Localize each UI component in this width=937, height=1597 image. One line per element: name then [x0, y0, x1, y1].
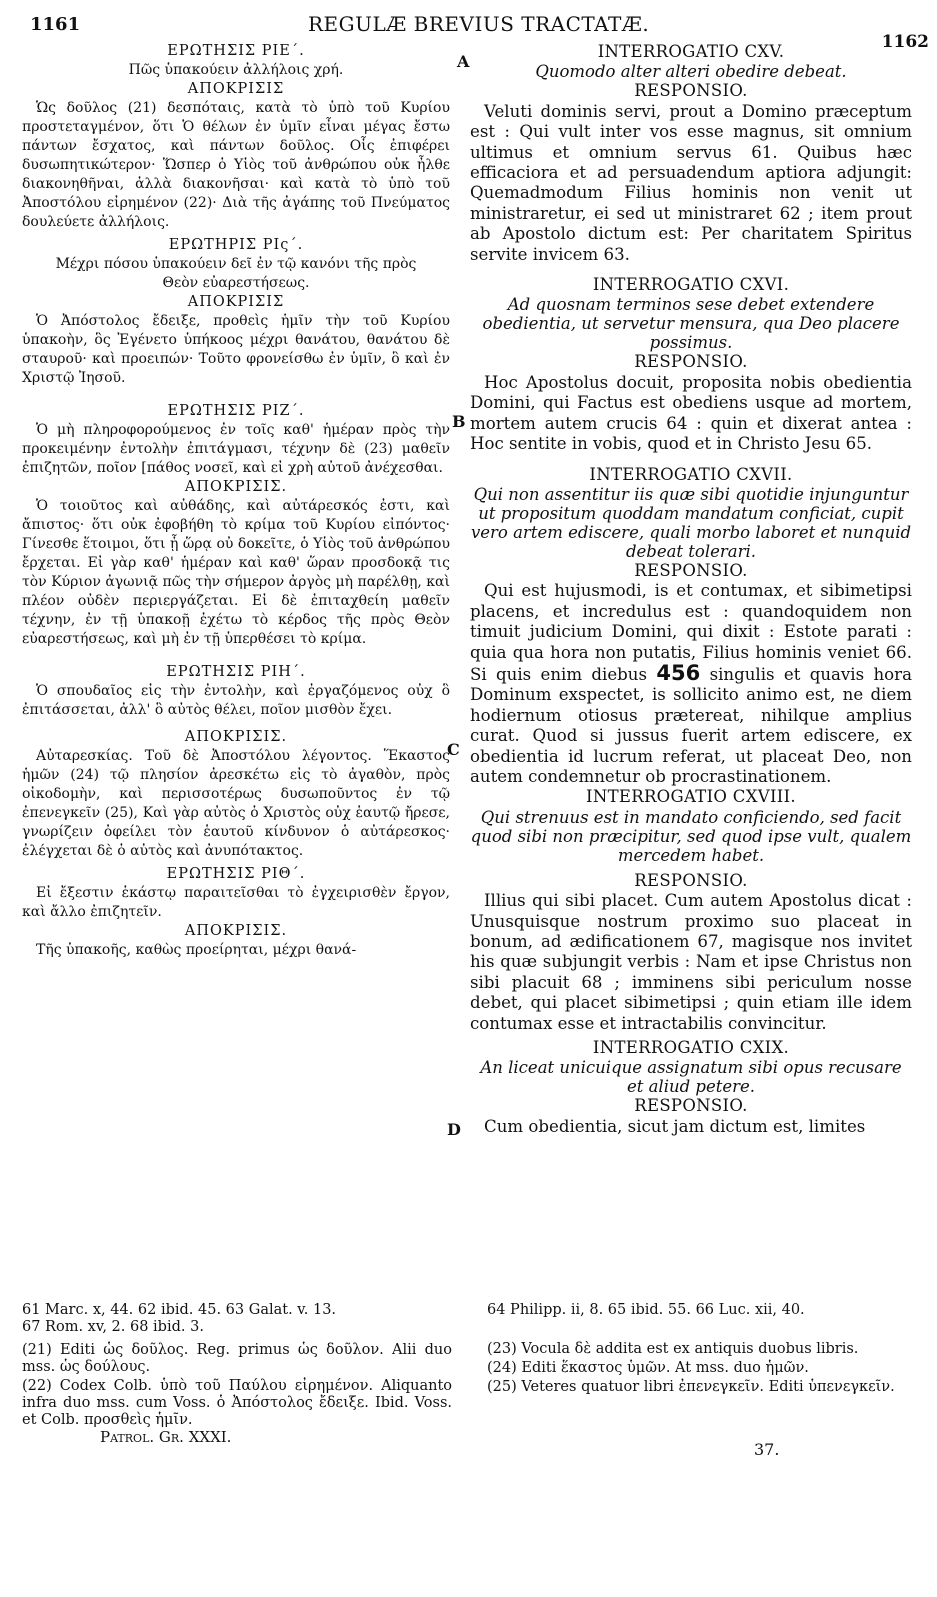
footnotes-left — [22, 1302, 452, 1446]
question-text: Ὁ μὴ πληροφορούμενος ἐν τοῖς καθ' ἡμέραν πρὸς τὴν προκειμένην ἐντολὴν ἐπιτάγμασι, τέχνην δὲ (23) μαθεῖν ἐπιζητῶν, ποῖον [πάθος νοσεῖ, καὶ εἰ χρὴ αὐτοῦ ἀνέχεσθαι. — [22, 422, 450, 476]
greek-question-116 — [22, 236, 450, 388]
response-heading: RESPONSIO. — [634, 81, 748, 101]
response-heading: ΑΠΟΚΡΙΣΙΣ — [187, 294, 285, 310]
latin-column — [470, 42, 912, 1137]
question-heading: INTERROGATIO CXV. — [597, 42, 785, 61]
question-heading: INTERROGATIO CXVIII. — [586, 787, 796, 807]
response-text: Hoc Apostolus docuit, proposita nobis obedientia Domini, qui Factus est obediens usque ad mortem, mortem autem crucis 64 : quin et dixerat antea : Hoc sentite in vobis, quod et in Christo Jesu 65. — [470, 372, 912, 454]
margin-letter-d: D — [447, 1120, 461, 1139]
response-text: Ὁ Ἀπόστολος ἔδειξε, προθεὶς ἡμῖν τὴν τοῦ Κυρίου ὑπακοὴν, ὃς Ἐγένετο ὑπήκοος μέχρι θανάτου, θανάτου δὲ σταυροῦ· καὶ προειπών· Τοῦτο φρονείσθω ἐν ὑμῖν, ὃ καὶ ἐν Χριστῷ Ἰησοῦ. — [22, 313, 450, 386]
question-heading: ΕΡΩΤΗΣΙΣ ΡΙΘ΄. — [166, 866, 306, 882]
question-title: Μέχρι πόσου ὑπακούειν δεῖ ἐν τῷ κανόνι τῆς πρὸς Θεὸν εὐαρεστήσεως. — [55, 256, 417, 291]
question-title: Qui strenuus est in mandato conficiendo, sed facit quod sibi non præcipitur, sed quod ipse vult, qualem mercedem habet. — [470, 807, 912, 865]
latin-question-119 — [470, 1038, 912, 1137]
question-title: Ad quosnam terminos sese debet extendere obedientia, ut servetur mensura, qua Deo placere possimus. — [482, 295, 900, 353]
response-text: Cum obedientia, sicut jam dictum est, limites — [484, 1116, 866, 1136]
page-number-right: 1162 — [881, 32, 929, 52]
greek-question-117 — [22, 402, 450, 649]
margin-letter-c: C — [447, 740, 460, 759]
greek-question-119 — [22, 865, 450, 960]
response-text-part-1: Qui est hujusmodi, is et contumax, et sibimetipsi placens, et incredulus est : quandoquidem non timuit judicium Domini, qui dixit : Estote parati : quia qua hora non putatis, Filius hominis veniet 66. Si quis enim diebus — [470, 581, 912, 684]
column-number: 456 — [656, 660, 701, 685]
question-title: Qui non assentitur iis quæ sibi quotidie injunguntur ut propositum quoddam mandatum conficiat, cupit vero artem ediscere, quali morbo laboret et nunquid debeat tolerari. — [470, 484, 912, 561]
scripture-footnote: 61 Marc. x, 44. 62 ibid. 45. 63 Galat. v. 13. — [22, 1302, 337, 1318]
question-heading: INTERROGATIO CXVI. — [592, 275, 790, 295]
question-heading: ΕΡΩΤΗΡΙΣ ΡΙς΄. — [168, 237, 304, 253]
question-text: Ὁ σπουδαῖος εἰς τὴν ἐντολὴν, καὶ ἐργαζόμενος οὐχ ὃ ἐπιτάσσεται, ἀλλ' ὃ αὐτὸς θέλει, ποῖον μισθὸν ἔχει. — [22, 683, 450, 718]
response-heading: RESPONSIO. — [634, 870, 748, 890]
greek-question-118 — [22, 663, 450, 861]
response-text: Αὐταρεσκίας. Τοῦ δὲ Ἀποστόλου λέγοντος. Ἕκαστος ἡμῶν (24) τῷ πλησίον ἀρεσκέτω εἰς τὸ ἀγαθὸν, πρὸς οἰκοδομὴν, καὶ περισσοτέρως δυσωποῦντος ἐν τῷ ἐπενεγκεῖν (25), Καὶ γὰρ αὐτὸς ὁ Χριστὸς οὐχ ἑαυτῷ ἤρεσε, γνωρίζειν ὀφείλει τὸν ἑαυτοῦ κίνδυνον ὁ αὐτάρεσκος· ἐλέγχεται δὲ ὁ αὐτὸς καὶ ἀνυπότακτος. — [22, 748, 450, 859]
response-text: Τῆς ὑπακοῆς, καθὼς προείρηται, μέχρι θανά- — [36, 942, 357, 958]
scripture-footnote: 67 Rom. xv, 2. 68 ibid. 3. — [22, 1319, 204, 1335]
question-title: Πῶς ὑπακούειν ἀλλήλοις χρή. — [128, 62, 344, 78]
running-title: REGULÆ BREVIUS TRACTATÆ. — [308, 12, 650, 36]
critical-note: (23) Vocula δὲ addita est ex antiquis duobus libris. — [487, 1341, 859, 1357]
response-heading: RESPONSIO. — [634, 560, 748, 580]
greek-column — [22, 42, 450, 960]
gathering-signature: 37. — [754, 1440, 780, 1459]
critical-note: (24) Editi ἕκαστος ὑμῶν. At mss. duo ἡμῶν. — [487, 1360, 809, 1376]
response-heading: ΑΠΟΚΡΙΣΙΣ. — [184, 729, 288, 745]
response-text: Veluti dominis servi, prout a Domino præceptum est : Qui vult inter vos esse magnus, sit omnium ultimus et omnium servus 61. Quibus hæc efficaciora et ad persuadendum aptiora adjungit: Quemadmodum Filius hominis non venit ut ministraretur, ei sed ut ministraret 62 ; item prout ab Apostolo dictum est: Per charitatem Spiritus servite invicem 63. — [470, 101, 912, 264]
question-text: Εἰ ἔξεστιν ἑκάστῳ παραιτεῖσθαι τὸ ἐγχειρισθὲν ἔργον, καὶ ἄλλο ἐπιζητεῖν. — [22, 885, 450, 920]
margin-letter-a: A — [457, 52, 470, 71]
latin-question-117 — [470, 465, 912, 788]
response-heading: ΑΠΟΚΡΙΣΙΣ. — [184, 479, 288, 495]
response-text-part-2: singulis et quavis hora Dominum exspectet, is sollicito animo est, ne diem hodiernum otiosus prætereat, nihilque amplius curat. Quod si jussus fuerit artem ediscere, ex obedientia id lucrum referat, ut placeat Deo, non autem condemnetur ob procrastinationem. — [470, 664, 912, 786]
question-heading: INTERROGATIO CXVII. — [589, 464, 793, 484]
response-text — [470, 581, 912, 787]
question-title: Quomodo alter alteri obedire debeat. — [535, 62, 847, 82]
latin-question-116 — [470, 275, 912, 454]
patrologia-signature: Patrol. Gr. XXXI. — [100, 1428, 232, 1446]
question-heading: INTERROGATIO CXIX. — [592, 1038, 790, 1058]
critical-note: (22) Codex Colb. ὑπὸ τοῦ Παύλου εἰρημένον. Aliquanto infra duo mss. cum Voss. ὁ Ἀπόστολος ἔδειξε. Ibid. Voss. et Colb. προσθεὶς ἡμῖν. — [22, 1378, 452, 1428]
greek-question-115 — [22, 42, 450, 232]
response-text: Illius qui sibi placet. Cum autem Apostolus dicat : Unusquisque nostrum proximo suo placeat in bonum, ad ædificationem 67, magisque nos invitet his quæ subjungit verbis : Nam et ipse Christus non sibi placuit 68 ; imminens sibi periculum nosse debet, qui placet sibimetipsi ; quin etiam ille idem contumax esse et intractabilis convincitur. — [470, 891, 912, 1033]
response-heading: RESPONSIO. — [634, 352, 748, 372]
response-heading: ΑΠΟΚΡΙΣΙΣ. — [184, 923, 288, 939]
margin-letter-b: B — [452, 412, 466, 431]
response-heading: RESPONSIO. — [634, 1096, 748, 1116]
page-number-left: 1161 — [30, 14, 81, 35]
response-heading: ΑΠΟΚΡΙΣΙΣ — [187, 81, 285, 97]
latin-question-115 — [470, 42, 912, 265]
latin-question-118 — [470, 787, 912, 1034]
question-heading: ΕΡΩΤΗΣΙΣ ΡΙΗ΄. — [166, 664, 306, 680]
scripture-footnote: 64 Philipp. ii, 8. 65 ibid. 55. 66 Luc. xii, 40. — [487, 1302, 805, 1318]
critical-note: (21) Editi ὡς δοῦλος. Reg. primus ὡς δοῦλον. Alii duo mss. ὡς δούλους. — [22, 1342, 452, 1375]
critical-note: (25) Veteres quatuor libri ἐπενεγκεῖν. Editi ὑπενεγκεῖν. — [487, 1379, 895, 1395]
footnotes-right — [487, 1302, 907, 1396]
question-title: An liceat unicuique assignatum sibi opus recusare et aliud petere. — [480, 1058, 902, 1097]
question-heading: ΕΡΩΤΗΣΙΣ ΡΙΖ΄. — [167, 403, 305, 419]
response-text: Ὁ τοιοῦτος καὶ αὐθάδης, καὶ αὐτάρεσκός ἐστι, καὶ ἄπιστος· ὅτι οὐκ ἐφοβήθη τὸ κρίμα τοῦ Κυρίου εἰπόντος· Γίνεσθε ἕτοιμοι, ὅτι ᾗ ὥρᾳ οὐ δοκεῖτε, ὁ Υἱὸς τοῦ ἀνθρώπου ἔρχεται. Εἰ γὰρ καθ' ἡμέραν καὶ καθ' ὥραν προσδοκᾷ τις τὸν Κύριον ἀγωνιᾷ πῶς τὴν σήμερον ἀργὸς μὴ παρέλθῃ, καὶ πλέον οὐδὲν περιεργάζεται. Εἰ δὲ ἐπιταχθείη μαθεῖν τέχνην, ἐν τῇ ὑπακοῇ ἐχέτω τὸ κέρδος τῆς πρὸς Θεὸν εὐαρεστήσεως, καὶ μὴ ἐν τῇ ὑπερθέσει τὸ κρίμα. — [22, 498, 450, 647]
question-heading: ΕΡΩΤΗΣΙΣ ΡΙΕ΄. — [167, 43, 305, 59]
response-text: Ὡς δοῦλος (21) δεσπόταις, κατὰ τὸ ὑπὸ τοῦ Κυρίου προστεταγμένον, ὅτι Ὁ θέλων ἐν ὑμῖν εἶναι μέγας ἔστω πάντων ἔσχατος, καὶ πάντων δοῦλος. Οἷς ἐπιφέρει δυσωπητικώτερον· Ὥσπερ ὁ Υἱὸς τοῦ ἀνθρώπου οὐκ ἦλθε διακονηθῆναι, ἀλλὰ διακονῆσαι· καὶ κατὰ τὸ ὑπὸ τοῦ Ἀποστόλου εἰρημένον (22)· Διὰ τῆς ἀγάπης τοῦ Πνεύματος δουλεύετε ἀλλήλοις. — [22, 100, 450, 230]
